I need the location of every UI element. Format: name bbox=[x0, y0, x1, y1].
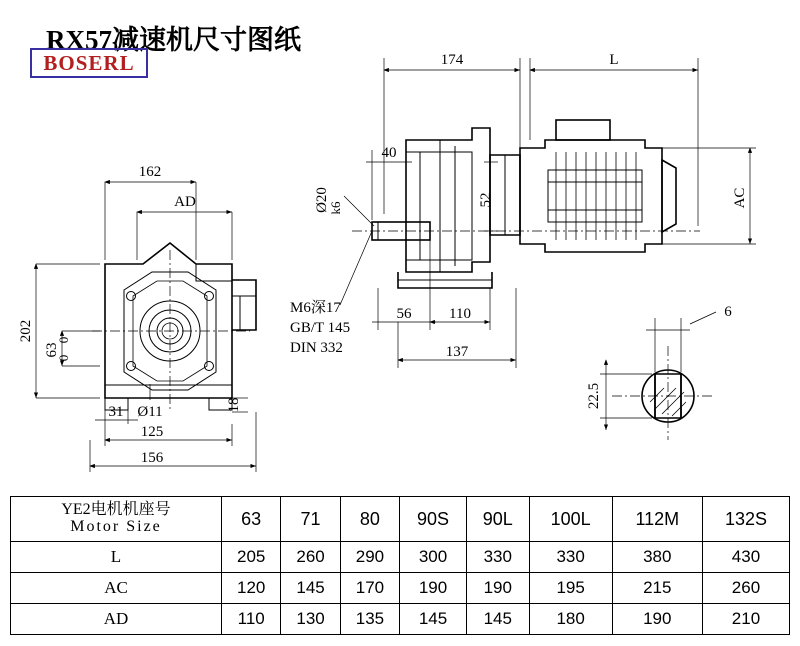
side-view bbox=[290, 52, 756, 368]
table-row bbox=[11, 604, 790, 635]
table-cell: 260 bbox=[702, 573, 789, 604]
dim-63-tol-upper: 0 bbox=[56, 336, 71, 344]
note-thread: M6深17 bbox=[290, 300, 341, 316]
dim-L: L bbox=[609, 52, 619, 68]
dim-shaft-tol: k6 bbox=[328, 201, 343, 215]
table-cell: 190 bbox=[466, 573, 529, 604]
table-rowhead-line1: YE2电机机座号 bbox=[61, 501, 171, 519]
table-header-cell: 80 bbox=[340, 497, 399, 542]
table-header-cell: 71 bbox=[281, 497, 340, 542]
dim-56: 56 bbox=[396, 306, 412, 322]
table-cell: 215 bbox=[612, 573, 702, 604]
table-header-cell: 90S bbox=[400, 497, 467, 542]
table-cell: 120 bbox=[222, 573, 281, 604]
dim-52: 52 bbox=[478, 192, 494, 208]
table-cell: 195 bbox=[529, 573, 612, 604]
table-row-label: AD bbox=[11, 604, 222, 635]
dim-202: 202 bbox=[18, 319, 34, 343]
dim-63-tol-lower: 0 bbox=[56, 354, 71, 362]
table-cell: 205 bbox=[222, 542, 281, 573]
table-cell: 210 bbox=[702, 604, 789, 635]
table-cell: 145 bbox=[400, 604, 467, 635]
dim-AC: AC bbox=[732, 187, 748, 209]
table-rowhead-motor-size bbox=[11, 497, 222, 542]
table-row bbox=[11, 542, 790, 573]
dim-162: 162 bbox=[138, 164, 162, 180]
brand-logo-text: BOSERL bbox=[43, 50, 135, 75]
table-cell: 180 bbox=[529, 604, 612, 635]
dim-31: 31 bbox=[108, 404, 124, 420]
dim-shaft-dia: Ø20 bbox=[314, 187, 330, 213]
dim-110: 110 bbox=[449, 306, 471, 322]
note-standard-din: DIN 332 bbox=[290, 340, 343, 356]
table-header-cell: 90L bbox=[466, 497, 529, 542]
key-section-view bbox=[586, 304, 732, 440]
table-cell: 110 bbox=[222, 604, 281, 635]
table-header-cell: 132S bbox=[702, 497, 789, 542]
table-row-label: L bbox=[11, 542, 222, 573]
table-cell: 190 bbox=[400, 573, 467, 604]
table-cell: 145 bbox=[466, 604, 529, 635]
note-standard-gb: GB/T 145 bbox=[290, 320, 351, 336]
table-cell: 300 bbox=[400, 542, 467, 573]
table-cell: 145 bbox=[281, 573, 340, 604]
table-cell: 170 bbox=[340, 573, 399, 604]
table-cell: 380 bbox=[612, 542, 702, 573]
table-cell: 190 bbox=[612, 604, 702, 635]
motor-size-table bbox=[10, 496, 790, 635]
dim-125: 125 bbox=[140, 424, 164, 440]
dim-6: 6 bbox=[724, 304, 732, 320]
table-cell: 135 bbox=[340, 604, 399, 635]
front-view bbox=[18, 164, 256, 472]
table-cell: 130 bbox=[281, 604, 340, 635]
table-rowhead-line2: Motor Size bbox=[70, 518, 162, 535]
dim-137: 137 bbox=[445, 344, 469, 360]
dim-174: 174 bbox=[440, 52, 464, 68]
table-header-row bbox=[11, 497, 790, 542]
dim-d11: Ø11 bbox=[137, 404, 163, 420]
table-header-cell: 100L bbox=[529, 497, 612, 542]
page-title: RX57减速机尺寸图纸 bbox=[46, 25, 301, 55]
table-header-cell: 63 bbox=[222, 497, 281, 542]
dim-AD: AD bbox=[174, 194, 196, 210]
dim-40: 40 bbox=[381, 145, 397, 161]
dim-18: 18 bbox=[226, 397, 242, 413]
dim-22-5: 22.5 bbox=[586, 382, 602, 410]
table-row bbox=[11, 573, 790, 604]
dim-63: 63 bbox=[44, 342, 60, 358]
table-row-label: AC bbox=[11, 573, 222, 604]
table-cell: 330 bbox=[466, 542, 529, 573]
table-cell: 330 bbox=[529, 542, 612, 573]
table-cell: 430 bbox=[702, 542, 789, 573]
table-header-cell: 112M bbox=[612, 497, 702, 542]
table-cell: 260 bbox=[281, 542, 340, 573]
dim-156: 156 bbox=[140, 450, 164, 466]
table-cell: 290 bbox=[340, 542, 399, 573]
